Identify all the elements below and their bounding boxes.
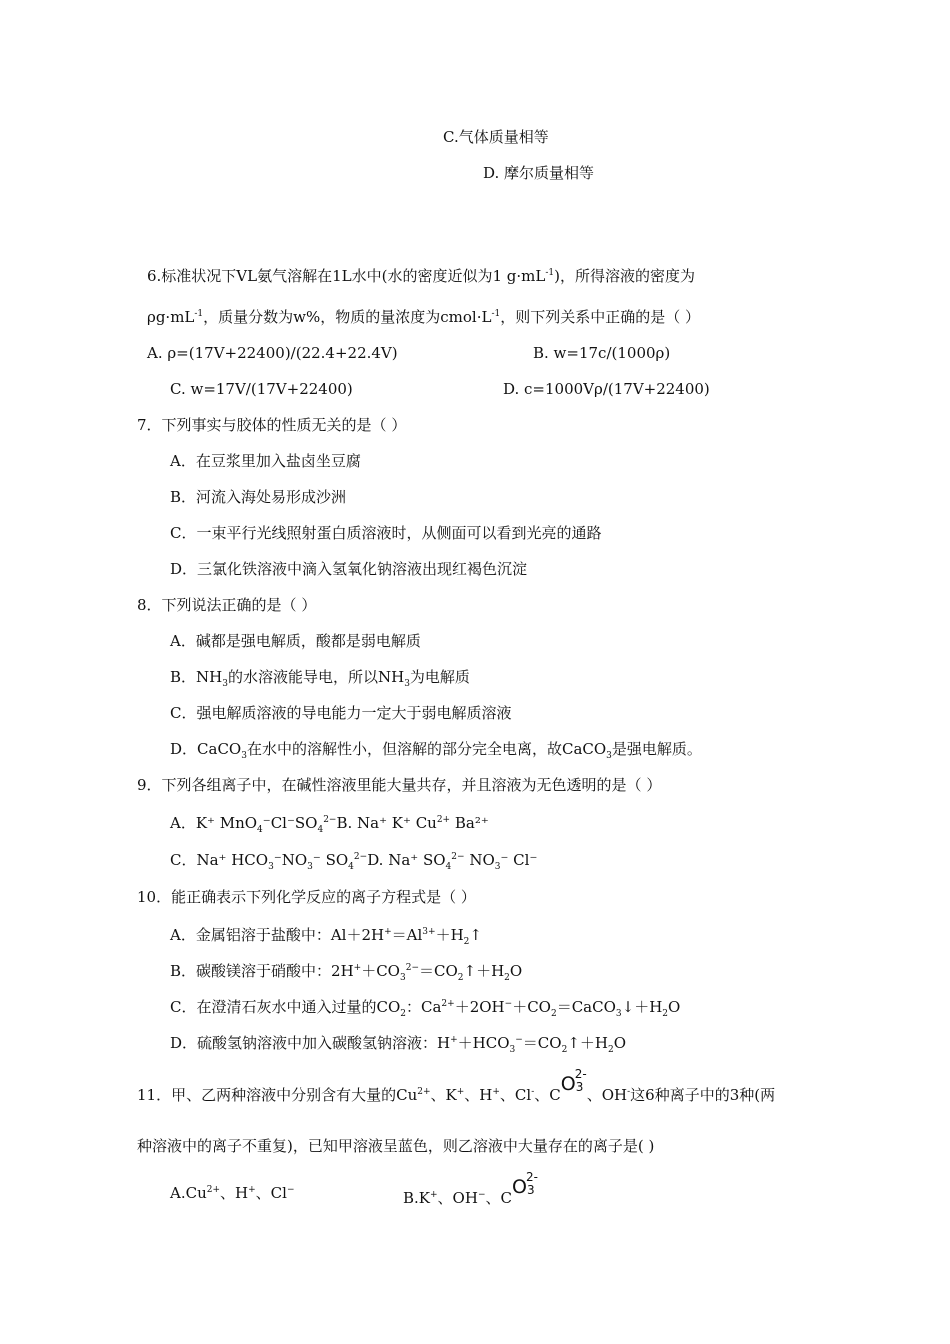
q9-options-cd: C．Na⁺ $HCO_3^-NO_3^-$ $SO_4^{2-}D$. Na⁺ $SO_4^{2-}$ $NO_3^-$ Cl⁻ (170, 851, 538, 872)
carbonate-ion-formula: O 2- 3 (560, 1067, 587, 1095)
q6-option-d: D. c=1000Vρ/(17V+22400) (503, 380, 710, 398)
q8-option-d: D．CaCO$_3$在水中的溶解性小，但溶解的部分完全电离，故CaCO$_3$是强电解质。 (170, 740, 702, 761)
q9-options-ab: A．K⁺ $MnO_4^-Cl^-SO_4^{2-}B$. Na⁺ K⁺ $Cu^{2+}$ Ba²⁺ (170, 814, 489, 835)
q7-option-c: C．一束平行光线照射蛋白质溶液时，从侧面可以看到光亮的通路 (170, 524, 602, 542)
q8-stem: 8．下列说法正确的是（ ） (137, 596, 317, 614)
q8-option-b: B．$NH_3$的水溶液能导电，所以$NH_3$为电解质 (170, 668, 470, 689)
q7-stem: 7．下列事实与胶体的性质无关的是（ ） (137, 416, 407, 434)
q10-option-c: C．在澄清石灰水中通入过量的$CO_2$：$Ca^{2+}+2OH^-+CO_2=CaCO_3↓+H_2O$ (170, 998, 681, 1019)
q10-option-a: A．金属铝溶于盐酸中：$Al+2H^+=Al^{3+}+H_2↑$ (170, 926, 482, 947)
q6-option-c: C. w=17V/(17V+22400) (170, 380, 353, 398)
q6-option-a: A. ρ=(17V+22400)/(22.4+22.4V) (147, 344, 398, 362)
q6-option-b: B. w=17c/(1000ρ) (533, 344, 671, 362)
q7-option-d: D．三氯化铁溶液中滴入氢氧化钠溶液出现红褐色沉淀 (170, 560, 528, 578)
q8-option-c: C．强电解质溶液的导电能力一定大于弱电解质溶液 (170, 704, 512, 722)
q10-stem: 10．能正确表示下列化学反应的离子方程式是（ ） (137, 888, 476, 906)
q10-option-b: B．碳酸镁溶于硝酸中：$2H^++CO_3^{2-}=CO_2↑+H_2O$ (170, 962, 523, 983)
q5-option-d: D. 摩尔质量相等 (483, 164, 595, 182)
q10-option-d: D．硫酸氢钠溶液中加入碳酸氢钠溶液：$H^++HCO_3^-=CO_2↑+H_2O$ (170, 1034, 627, 1055)
q8-option-a: A．碱都是强电解质，酸都是弱电解质 (170, 632, 421, 650)
q7-option-b: B．河流入海处易形成沙洲 (170, 488, 347, 506)
carbonate-ion-formula: O 2- 3 (511, 1170, 538, 1198)
q11-option-a: $A.Cu^{2+}$、H+、Cl− (170, 1184, 295, 1202)
q11-stem-line2: 种溶液中的离子不重复)，已知甲溶液呈蓝色，则乙溶液中大量存在的离子是( ) (137, 1137, 655, 1155)
q6-stem-line2: $\rho g\cdot mL^{-1}$，质量分数为w%，物质的量浓度为$cmol\cdot L^{-1}$，则下列关系中正确的是（ ） (147, 308, 700, 326)
q11-option-b: B.K+、OH−、C O 2- 3 (403, 1170, 538, 1207)
q7-option-a: A．在豆浆里加入盐卤坐豆腐 (170, 452, 361, 470)
q11-stem-line1: 11．甲、乙两种溶液中分别含有大量的$Cu^{2+}$、K+、H+、Cl-、C O 2- 3 、OH-这6种离子中的3种(两 (137, 1067, 776, 1104)
q6-stem-line1: 6.标准状况下VL氨气溶解在1L水中(水的密度近似为1 $g\cdot mL^{-1}$)，所得溶液的密度为 (147, 267, 695, 285)
q5-option-c: C.气体质量相等 (443, 128, 549, 146)
q9-stem: 9．下列各组离子中，在碱性溶液里能大量共存，并且溶液为无色透明的是（ ） (137, 776, 662, 794)
